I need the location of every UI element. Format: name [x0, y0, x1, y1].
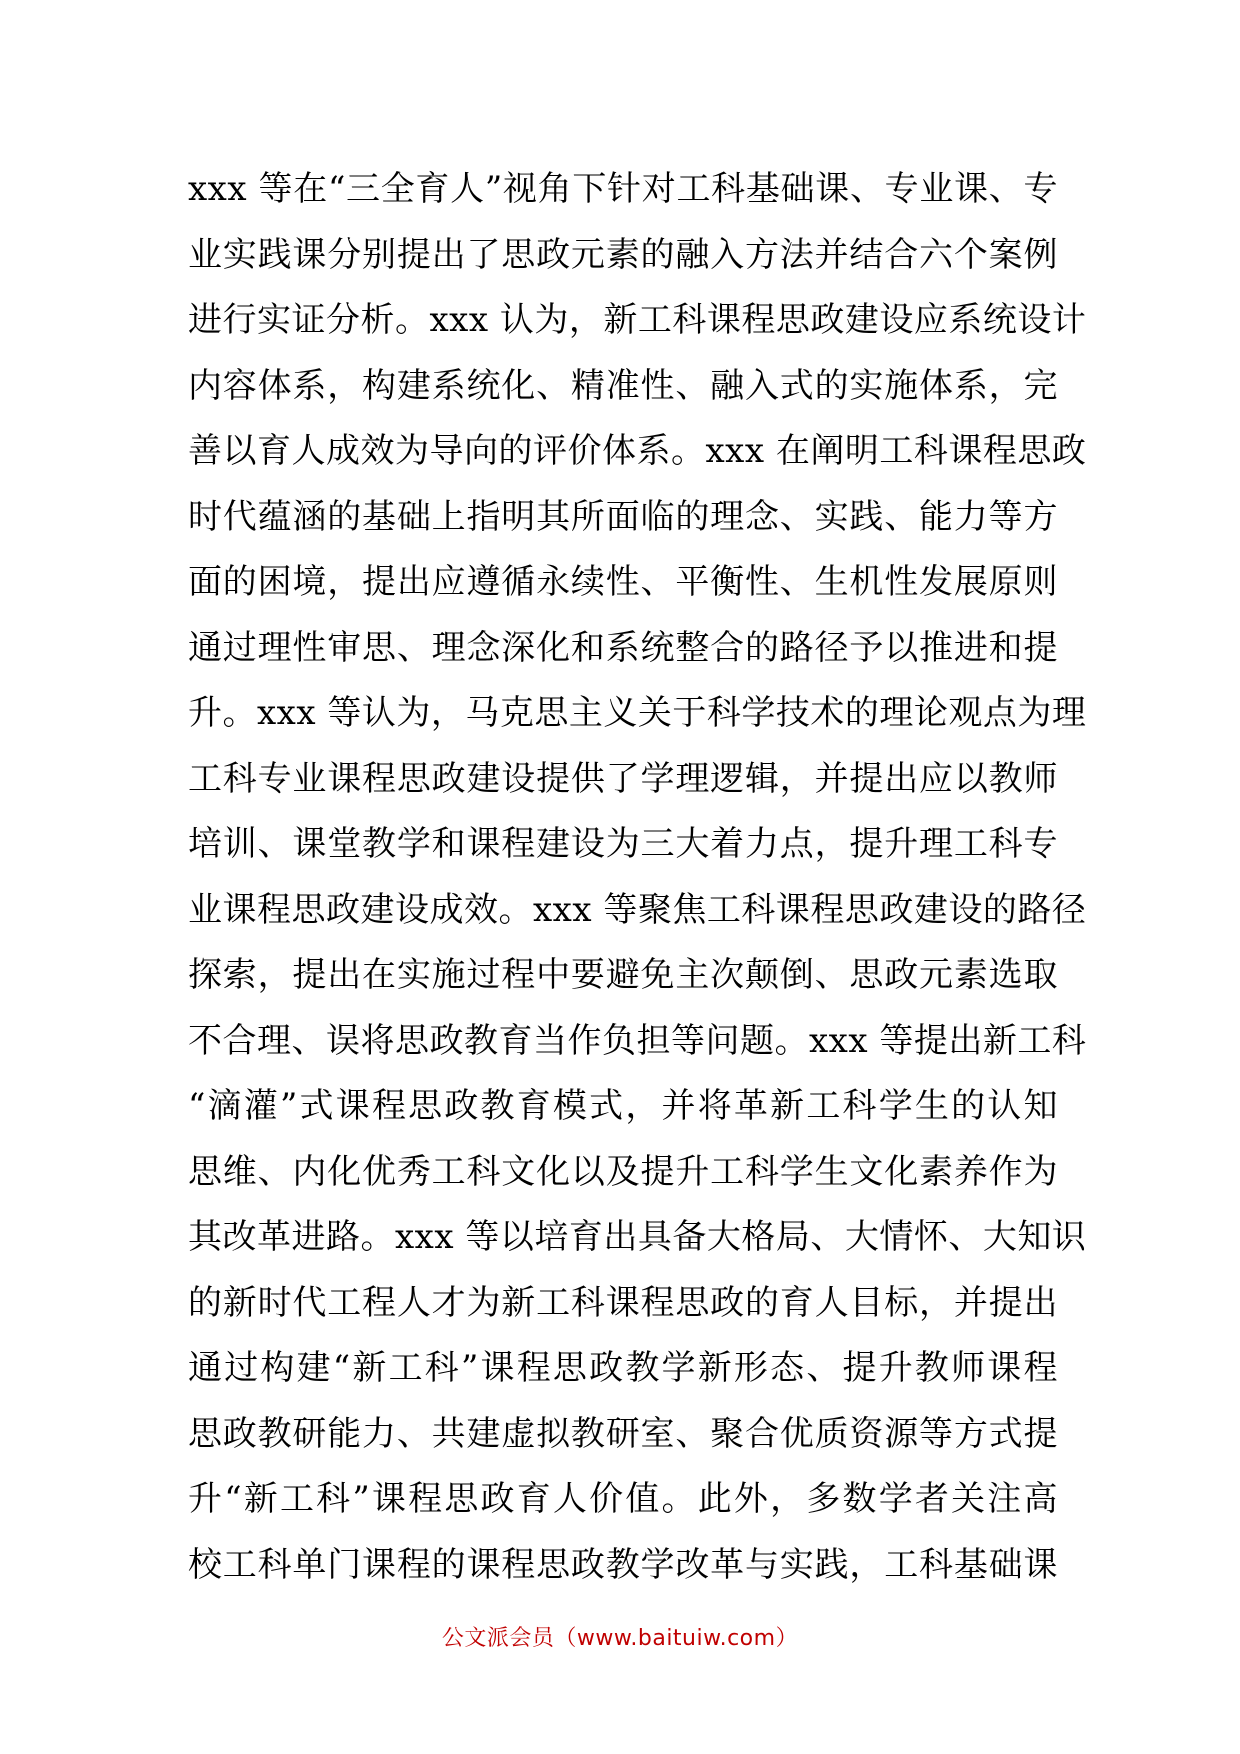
text-line: 思维、内化优秀工科文化以及提升工科学生文化素养作为: [188, 1151, 1058, 1192]
text-line: 探索，提出在实施过程中要避免主次颠倒、思政元素选取: [188, 955, 1058, 995]
text-line: 培训、课堂教学和课程建设为三大着力点，提升理工科专: [188, 824, 1058, 864]
text-line: 通过理性审思、理念深化和系统整合的路径予以推进和提: [188, 627, 1058, 668]
text-line: xxx 等在“三全育人”视角下针对工科基础课、专业课、专: [188, 169, 1058, 209]
text-line: 内容体系，构建系统化、精准性、融入式的实施体系，完: [188, 365, 1058, 406]
text-line: 通过构建“新工科”课程思政教学新形态、提升教师课程: [188, 1348, 1058, 1388]
text-line: 善以育人成效为导向的评价体系。xxx 在阐明工科课程思政: [188, 431, 1087, 471]
text-line: 的新时代工程人才为新工科课程思政的育人目标，并提出: [188, 1282, 1058, 1323]
text-line: 业实践课分别提出了思政元素的融入方法并结合六个案例: [188, 234, 1058, 275]
text-line: 思政教研能力、共建虚拟教研室、聚合优质资源等方式提: [188, 1413, 1058, 1454]
text-line: 工科专业课程思政建设提供了学理逻辑，并提出应以教师: [188, 758, 1058, 799]
text-line: “滴灌”式课程思政教育模式，并将革新工科学生的认知: [188, 1086, 1058, 1126]
body-paragraph: [188, 157, 1087, 1598]
text-line: 进行实证分析。xxx 认为，新工科课程思政建设应系统设计: [188, 300, 1087, 340]
text-line: 升“新工科”课程思政育人价值。此外，多数学者关注高: [188, 1479, 1058, 1519]
text-line: 面的困境，提出应遵循永续性、平衡性、生机性发展原则: [188, 562, 1058, 602]
text-line: 其改革进路。xxx 等以培育出具备大格局、大情怀、大知识: [188, 1217, 1087, 1257]
text-line: 不合理、误将思政教育当作负担等问题。xxx 等提出新工科: [188, 1020, 1087, 1061]
text-line: 时代蕴涵的基础上指明其所面临的理念、实践、能力等方: [188, 496, 1058, 537]
text-line: 校工科单门课程的课程思政教学改革与实践，工科基础课: [188, 1544, 1058, 1585]
text-line: 升。xxx 等认为，马克思主义关于科学技术的理论观点为理: [188, 693, 1087, 733]
text-line: 业课程思政建设成效。xxx 等聚焦工科课程思政建设的路径: [188, 889, 1087, 930]
footer-watermark: 公文派会员（www.baituiw.com）: [441, 1626, 799, 1651]
